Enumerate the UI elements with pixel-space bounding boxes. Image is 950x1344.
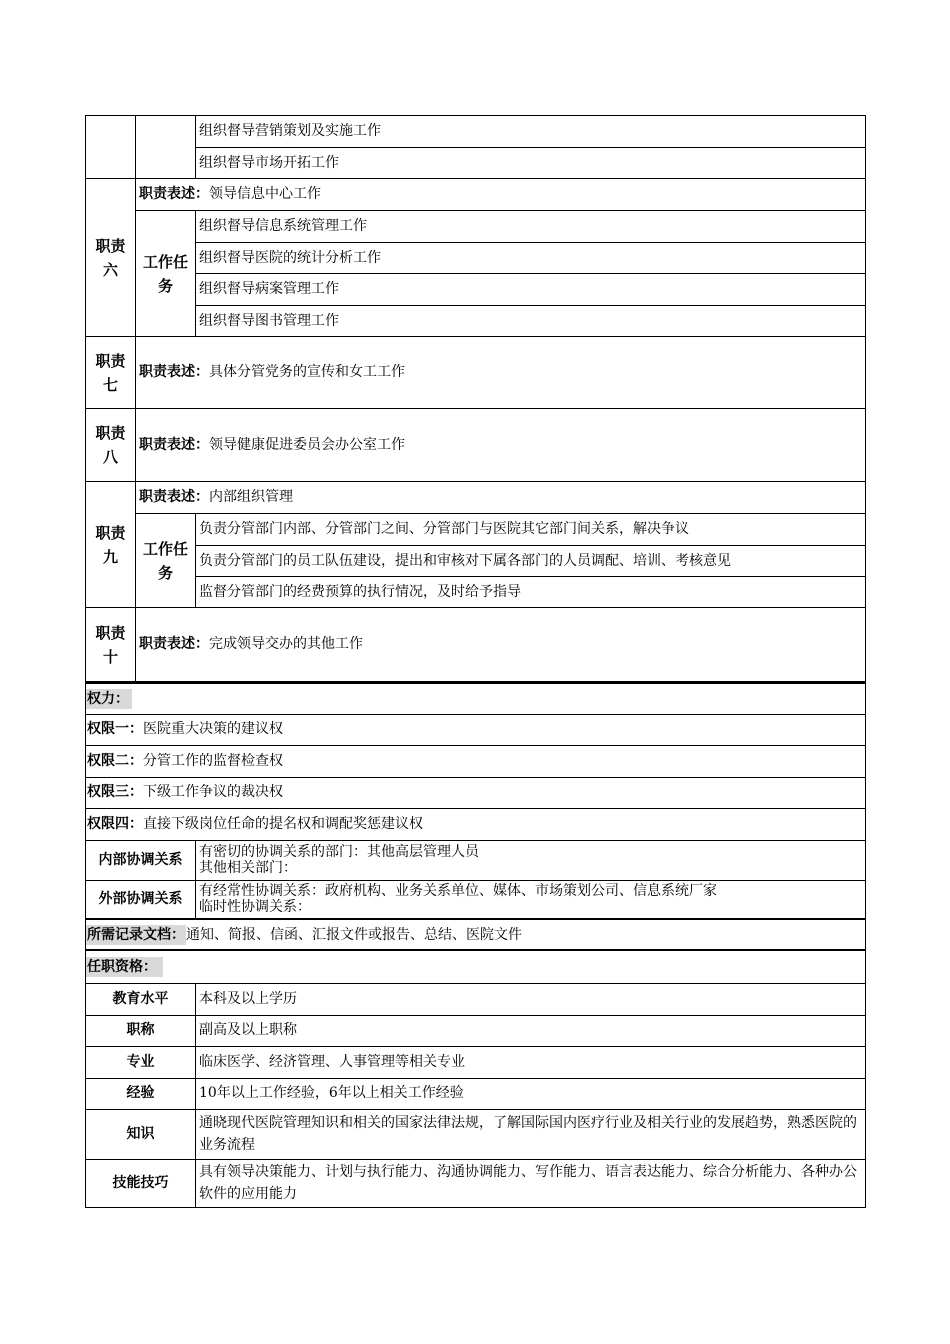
power-item [86,777,866,808]
description-text: 领导信息中心工作 [209,186,321,202]
power-item-text: 直接下级岗位任命的提名权和调配奖惩建议权 [143,815,423,832]
job-description-page [85,115,865,1208]
qualification-text: 临床医学、经济管理、人事管理等相关专业 [196,1046,866,1078]
power-item-text: 医院重大决策的建议权 [143,721,283,737]
task-item: 组织督导病案管理工作 [196,274,866,306]
description-label: 职责表述： [139,436,209,453]
qualification-text: 本科及以上学历 [196,983,866,1015]
power-item [86,745,866,777]
qualification-text: 10年以上工作经验，6年以上相关工作经验 [196,1078,866,1109]
records-text: 通知、简报、信函、汇报文件或报告、总结、医院文件 [186,926,522,943]
duties-table [85,115,866,682]
description-label: 职责表述： [139,636,209,652]
description-label: 职责表述： [139,186,209,202]
duty10-description [136,608,866,682]
qualification-label: 技能技巧 [86,1159,196,1207]
qualification-label: 专业 [86,1046,196,1078]
power-item-text: 分管工作的监督检查权 [143,752,283,769]
internal-coord-label: 内部协调关系 [86,840,196,880]
power-item [86,808,866,840]
records-cell [86,919,866,950]
power-item-label: 权限一： [87,721,143,737]
duty9-description [136,482,866,514]
qualification-text: 具有领导决策能力、计划与执行能力、沟通协调能力、写作能力、语言表达能力、综合分析能力、各种办公软件的应用能力 [196,1159,866,1207]
description-label: 职责表述： [139,489,209,505]
qualification-title-cell [86,950,866,983]
power-item-label: 权限二： [87,752,143,769]
power-item-label: 权限四： [87,815,143,832]
power-item-text: 下级工作争议的裁决权 [143,784,283,800]
duty9-task-label: 工作任务 [136,514,196,608]
duty8-description [136,409,866,482]
power-title-cell [86,683,866,714]
internal-coord-text [196,840,866,880]
duty7-description [136,337,866,409]
qualification-title: 任职资格： [86,957,163,977]
coord-line: 临时性协调关系： [199,899,311,916]
power-item [86,714,866,745]
task-item: 组织督导医院的统计分析工作 [196,243,866,274]
task-item: 负责分管部门的员工队伍建设，提出和审核对下属各部门的人员调配、培训、考核意见 [196,546,866,577]
qualification-text: 副高及以上职称 [196,1015,866,1046]
power-item-label: 权限三： [87,784,143,800]
duty10-label: 职责十 [86,608,136,682]
qualification-label: 知识 [86,1109,196,1159]
duty8-label: 职责八 [86,409,136,482]
duty7-label: 职责七 [86,337,136,409]
task-item: 组织督导图书管理工作 [196,306,866,337]
task-item: 负责分管部门内部、分管部门之间、分管部门与医院其它部门间关系，解决争议 [196,514,866,546]
task-item: 组织督导营销策划及实施工作 [196,116,866,148]
records-label: 所需记录文档： [87,926,185,943]
duty5-label-cell [86,116,136,179]
qualification-label: 职称 [86,1015,196,1046]
task-item: 组织督导市场开拓工作 [196,148,866,179]
task-item: 监督分管部门的经费预算的执行情况，及时给予指导 [196,577,866,608]
coord-line: 有密切的协调关系的部门：其他高层管理人员 [199,844,479,860]
external-coord-text [196,880,866,919]
external-coord-label: 外部协调关系 [86,880,196,919]
duty6-description [136,179,866,211]
description-text: 领导健康促进委员会办公室工作 [209,436,405,453]
power-title: 权力： [86,689,132,709]
qualification-label: 经验 [86,1078,196,1109]
qualification-label: 教育水平 [86,983,196,1015]
description-label: 职责表述： [139,364,209,380]
duty6-label: 职责六 [86,179,136,337]
duty6-task-label: 工作任务 [136,211,196,337]
task-item: 组织督导信息系统管理工作 [196,211,866,243]
description-text: 具体分管党务的宣传和女工工作 [209,364,405,380]
description-text: 内部组织管理 [209,489,293,505]
qualification-text: 通晓现代医院管理知识和相关的国家法律法规，了解国际国内医疗行业及相关行业的发展趋势，熟悉医院的业务流程 [196,1109,866,1159]
coord-line: 其他相关部门： [199,860,297,876]
duty5-task-label-cell [136,116,196,179]
description-text: 完成领导交办的其他工作 [209,636,363,652]
duty9-label: 职责九 [86,482,136,608]
power-table [85,682,866,1208]
coord-line: 有经常性协调关系：政府机构、业务关系单位、媒体、市场策划公司、信息系统厂家 [199,883,717,900]
